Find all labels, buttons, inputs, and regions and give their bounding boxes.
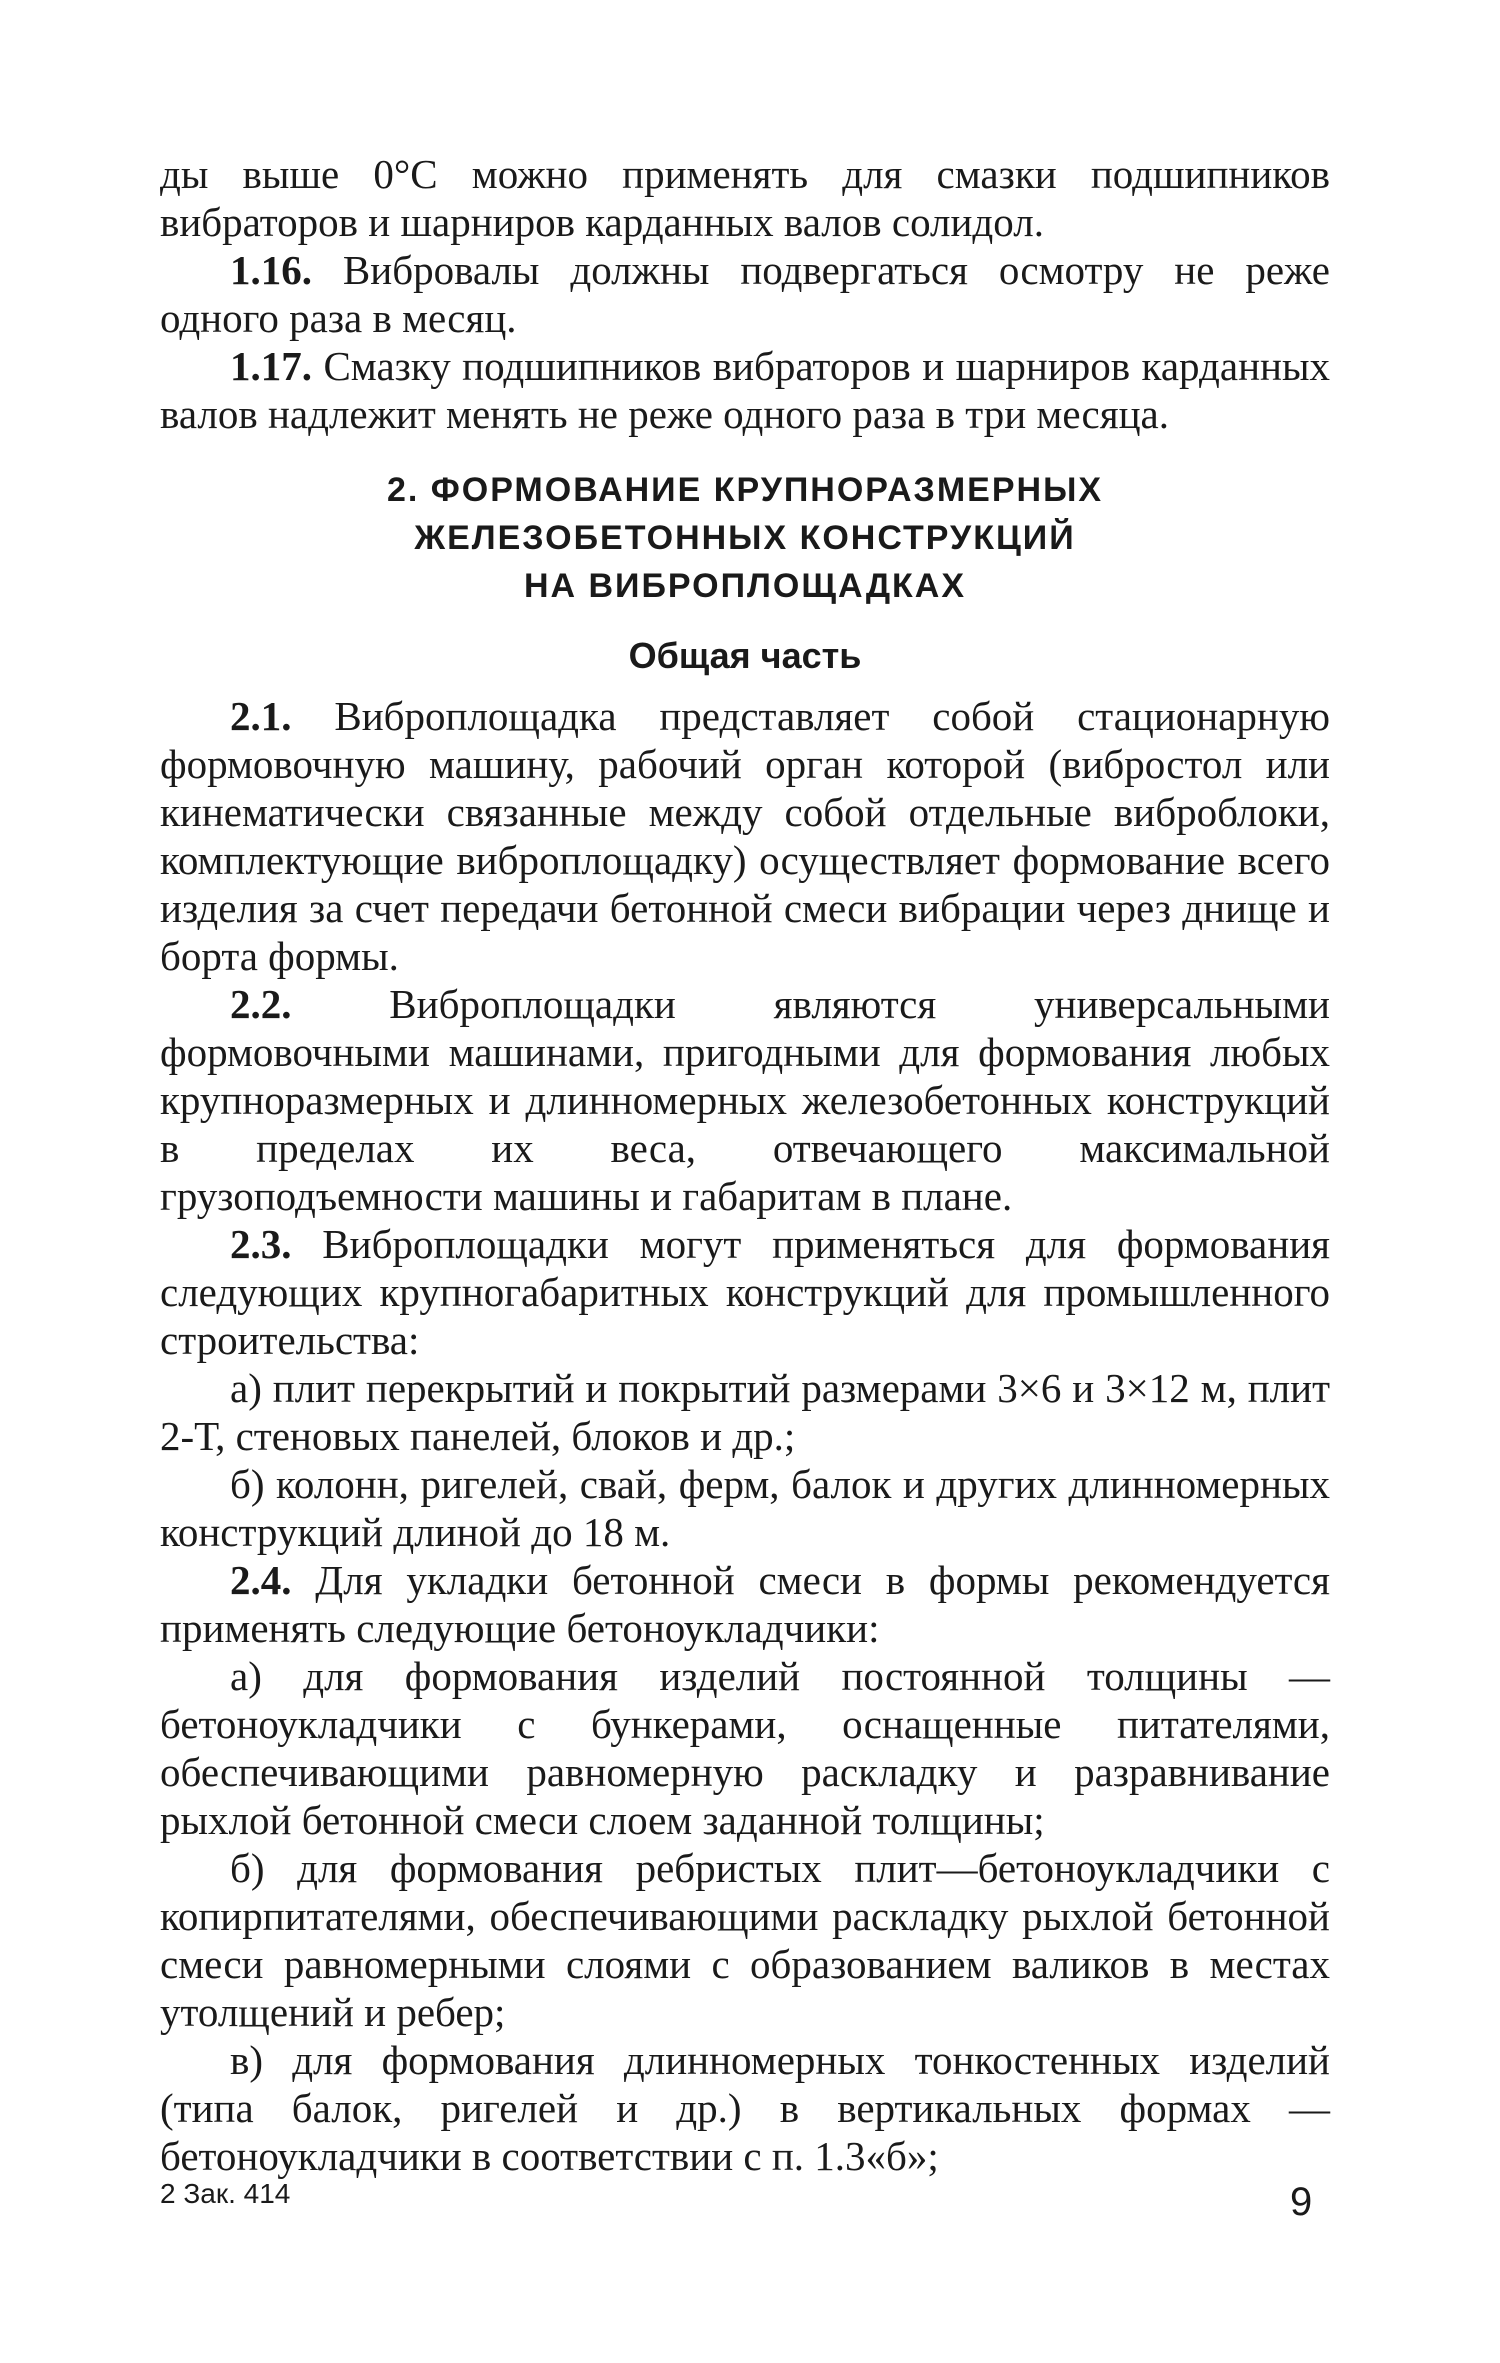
paragraph-number: 1.16.: [230, 247, 312, 293]
list-item-2-3-b: б) колонн, ригелей, свай, ферм, балок и других длинномерных конструкций длиной до 18 м.: [160, 1461, 1330, 1555]
paragraph-1-17: [160, 342, 1330, 438]
paragraph-number: 2.3.: [230, 1221, 292, 1267]
paragraph-2-3: [160, 1220, 1330, 1364]
page-body: [160, 150, 1330, 2180]
paragraph-text: Виброплощадка представляет собой стационарную формовочную машину, рабочий орган которой (вибростол или кинематически связанные между собой отдельные виброблоки, комплектующие виброплощадку) осуществляет формование всего изделия за счет передачи бетонной смеси вибрации через днище и борта формы.: [160, 693, 1330, 979]
paragraph-number: 2.4.: [230, 1557, 292, 1603]
continued-paragraph: ды выше 0°С можно применять для смазки подшипников вибраторов и шарниров карданных валов солидол.: [160, 151, 1330, 245]
paragraph-2-1: [160, 692, 1330, 980]
paragraph-text: Виброплощадки могут применяться для формования следующих крупногабаритных конструкций для промышленного строительства:: [160, 1221, 1330, 1363]
section-heading-line-1: 2. ФОРМОВАНИЕ КРУПНОРАЗМЕРНЫХ: [386, 471, 1104, 509]
subsection-heading: Общая часть: [628, 635, 862, 676]
list-item-2-4-a: а) для формования изделий постоянной толщины — бетоноукладчики с бункерами, оснащенные питателями, обеспечивающими равномерную раскладку и разравнивание рыхлой бетонной смеси слоем заданной толщины;: [160, 1653, 1330, 1843]
paragraph-text: Смазку подшипников вибраторов и шарниров карданных валов надлежит менять не реже одного раза в три месяца.: [160, 343, 1330, 437]
paragraph-text: Вибровалы должны подвергаться осмотру не реже одного раза в месяц.: [160, 247, 1330, 341]
section-heading: [160, 466, 1330, 610]
section-heading-line-3: НА ВИБРОПЛОЩАДКАХ: [523, 567, 967, 605]
paragraph-text: Виброплощадки являются универсальными формовочными машинами, пригодными для формования любых крупноразмерных и длинномерных железобетонных конструкций в пределах их веса, отвечающего максимальной грузоподъемности машины и габаритам в плане.: [160, 981, 1330, 1219]
paragraph-number: 2.2.: [230, 981, 292, 1027]
list-item-2-4-b: б) для формования ребристых плит—бетоноукладчики с копирпитателями, обеспечивающими раскладку рыхлой бетонной смеси равномерными слоями с образованием валиков в местах утолщений и ребер;: [160, 1845, 1330, 2035]
paragraph-number: 2.1.: [230, 693, 292, 739]
paragraph-1-16: [160, 246, 1330, 342]
list-item-2-4-c: в) для формования длинномерных тонкостенных изделий (типа балок, ригелей и др.) в вертикальных формах — бетоноукладчики в соответствии с п. 1.3«б»;: [160, 2037, 1330, 2179]
paragraph-text: Для укладки бетонной смеси в формы рекомендуется применять следующие бетоноукладчики:: [160, 1557, 1330, 1651]
paragraph-number: 1.17.: [230, 343, 312, 389]
paragraph-2-2: [160, 980, 1330, 1220]
page-number: 9: [1290, 2180, 1313, 2224]
list-item-2-3-a: а) плит перекрытий и покрытий размерами 3×6 и 3×12 м, плит 2-Т, стеновых панелей, блоков и др.;: [160, 1365, 1330, 1459]
section-heading-line-2: ЖЕЛЕЗОБЕТОННЫХ КОНСТРУКЦИЙ: [414, 519, 1076, 557]
paragraph-2-4: [160, 1556, 1330, 1652]
print-order-note: 2 Зак. 414: [160, 2178, 291, 2209]
